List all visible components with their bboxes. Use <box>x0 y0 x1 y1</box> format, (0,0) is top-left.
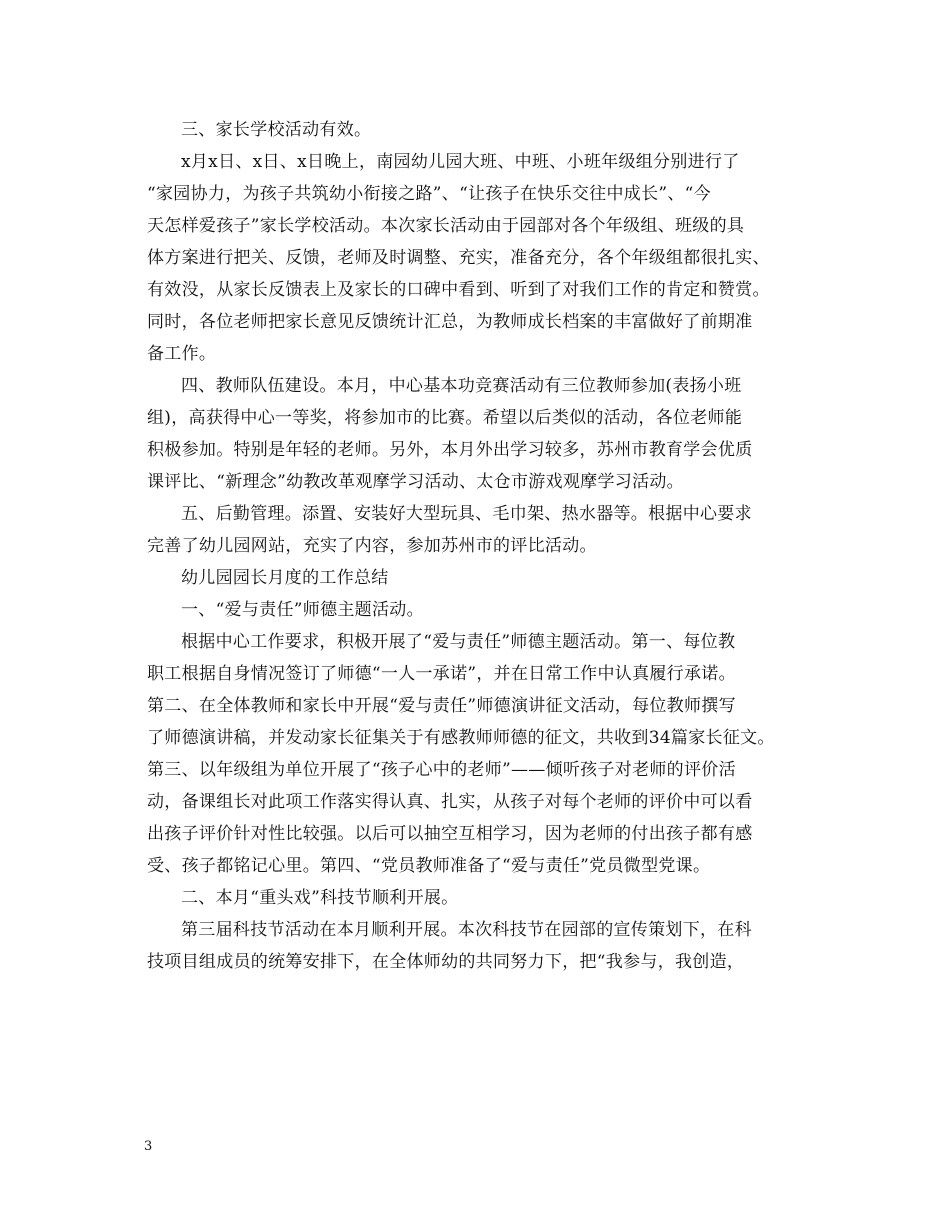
text-line: 职工根据自身情况签订了师德“一人一承诺”，并在日常工作中认真履行承诺。 <box>147 664 736 684</box>
text-line: 受、孩子都铭记心里。第四、“党员教师准备了“爱与责任”党员微型党课。 <box>147 856 711 876</box>
text-line: 一、“爱与责任”师德主题活动。 <box>181 600 424 620</box>
text-line: 积极参加。特别是年轻的老师。另外，本月外出学习较多，苏州市教育学会优质 <box>147 440 753 460</box>
text-line: 技项目组成员的统筹安排下，在全体师幼的共同努力下，把“我参与，我创造， <box>147 952 745 972</box>
text-line: 了师德演讲稿，并发动家长征集关于有感教师师德的征文，共收到34篇家长征文。 <box>147 728 775 748</box>
text-line: 五、后勤管理。添置、安装好大型玩具、毛巾架、热水器等。根据中心要求 <box>181 504 752 524</box>
text-line: 备工作。 <box>147 344 217 364</box>
text-line: 有效没，从家长反馈表上及家长的口碑中看到、听到了对我们工作的肯定和赞赏。 <box>147 280 770 300</box>
text-line: 第三、以年级组为单位开展了“孩子心中的老师”——倾听孩子对老师的评价活 <box>147 760 736 780</box>
text-line: 动，备课组长对此项工作落实得认真、扎实，从孩子对每个老师的评价中可以看 <box>147 792 753 812</box>
text-line: 四、教师队伍建设。本月，中心基本功竞赛活动有三位教师参加(表扬小班 <box>181 376 742 396</box>
text-line: 根据中心工作要求，积极开展了“爱与责任”师德主题活动。第一、每位教 <box>181 632 736 652</box>
text-line: 二、本月“重头戏”科技节顺利开展。 <box>181 888 459 908</box>
text-line: 组)，高获得中心一等奖，将参加市的比赛。希望以后类似的活动，各位老师能 <box>147 408 743 428</box>
text-line: 课评比、“新理念”幼教改革观摩学习活动、太仓市游戏观摩学习活动。 <box>147 472 684 492</box>
text-line: 天怎样爱孩子”家长学校活动。本次家长活动由于园部对各个年级组、班级的具 <box>147 216 745 236</box>
text-line: 幼儿园园长月度的工作总结 <box>181 568 389 588</box>
text-line: 体方案进行把关、反馈，老师及时调整、充实，准备充分，各个年级组都很扎实、 <box>147 248 770 268</box>
text-line: 三、家长学校活动有效。 <box>181 120 372 140</box>
text-line: 完善了幼儿园网站，充实了内容，参加苏州市的评比活动。 <box>147 536 597 556</box>
text-line: x月x日、x日、x日晚上，南园幼儿园大班、中班、小班年级组分别进行了 <box>181 152 740 172</box>
document-body <box>147 114 827 978</box>
page-number: 3 <box>144 1139 153 1154</box>
text-line: 出孩子评价针对性比较强。以后可以抽空互相学习，因为老师的付出孩子都有感 <box>147 824 753 844</box>
text-line: 第二、在全体教师和家长中开展“爱与责任”师德演讲征文活动，每位教师撰写 <box>147 696 736 716</box>
text-line: “家园协力，为孩子共筑幼小衔接之路”、“让孩子在快乐交往中成长”、“今 <box>147 184 711 204</box>
text-line: 同时，各位老师把家长意见反馈统计汇总，为教师成长档案的丰富做好了前期准 <box>147 312 753 332</box>
text-line: 第三届科技节活动在本月顺利开展。本次科技节在园部的宣传策划下，在科 <box>181 920 752 940</box>
